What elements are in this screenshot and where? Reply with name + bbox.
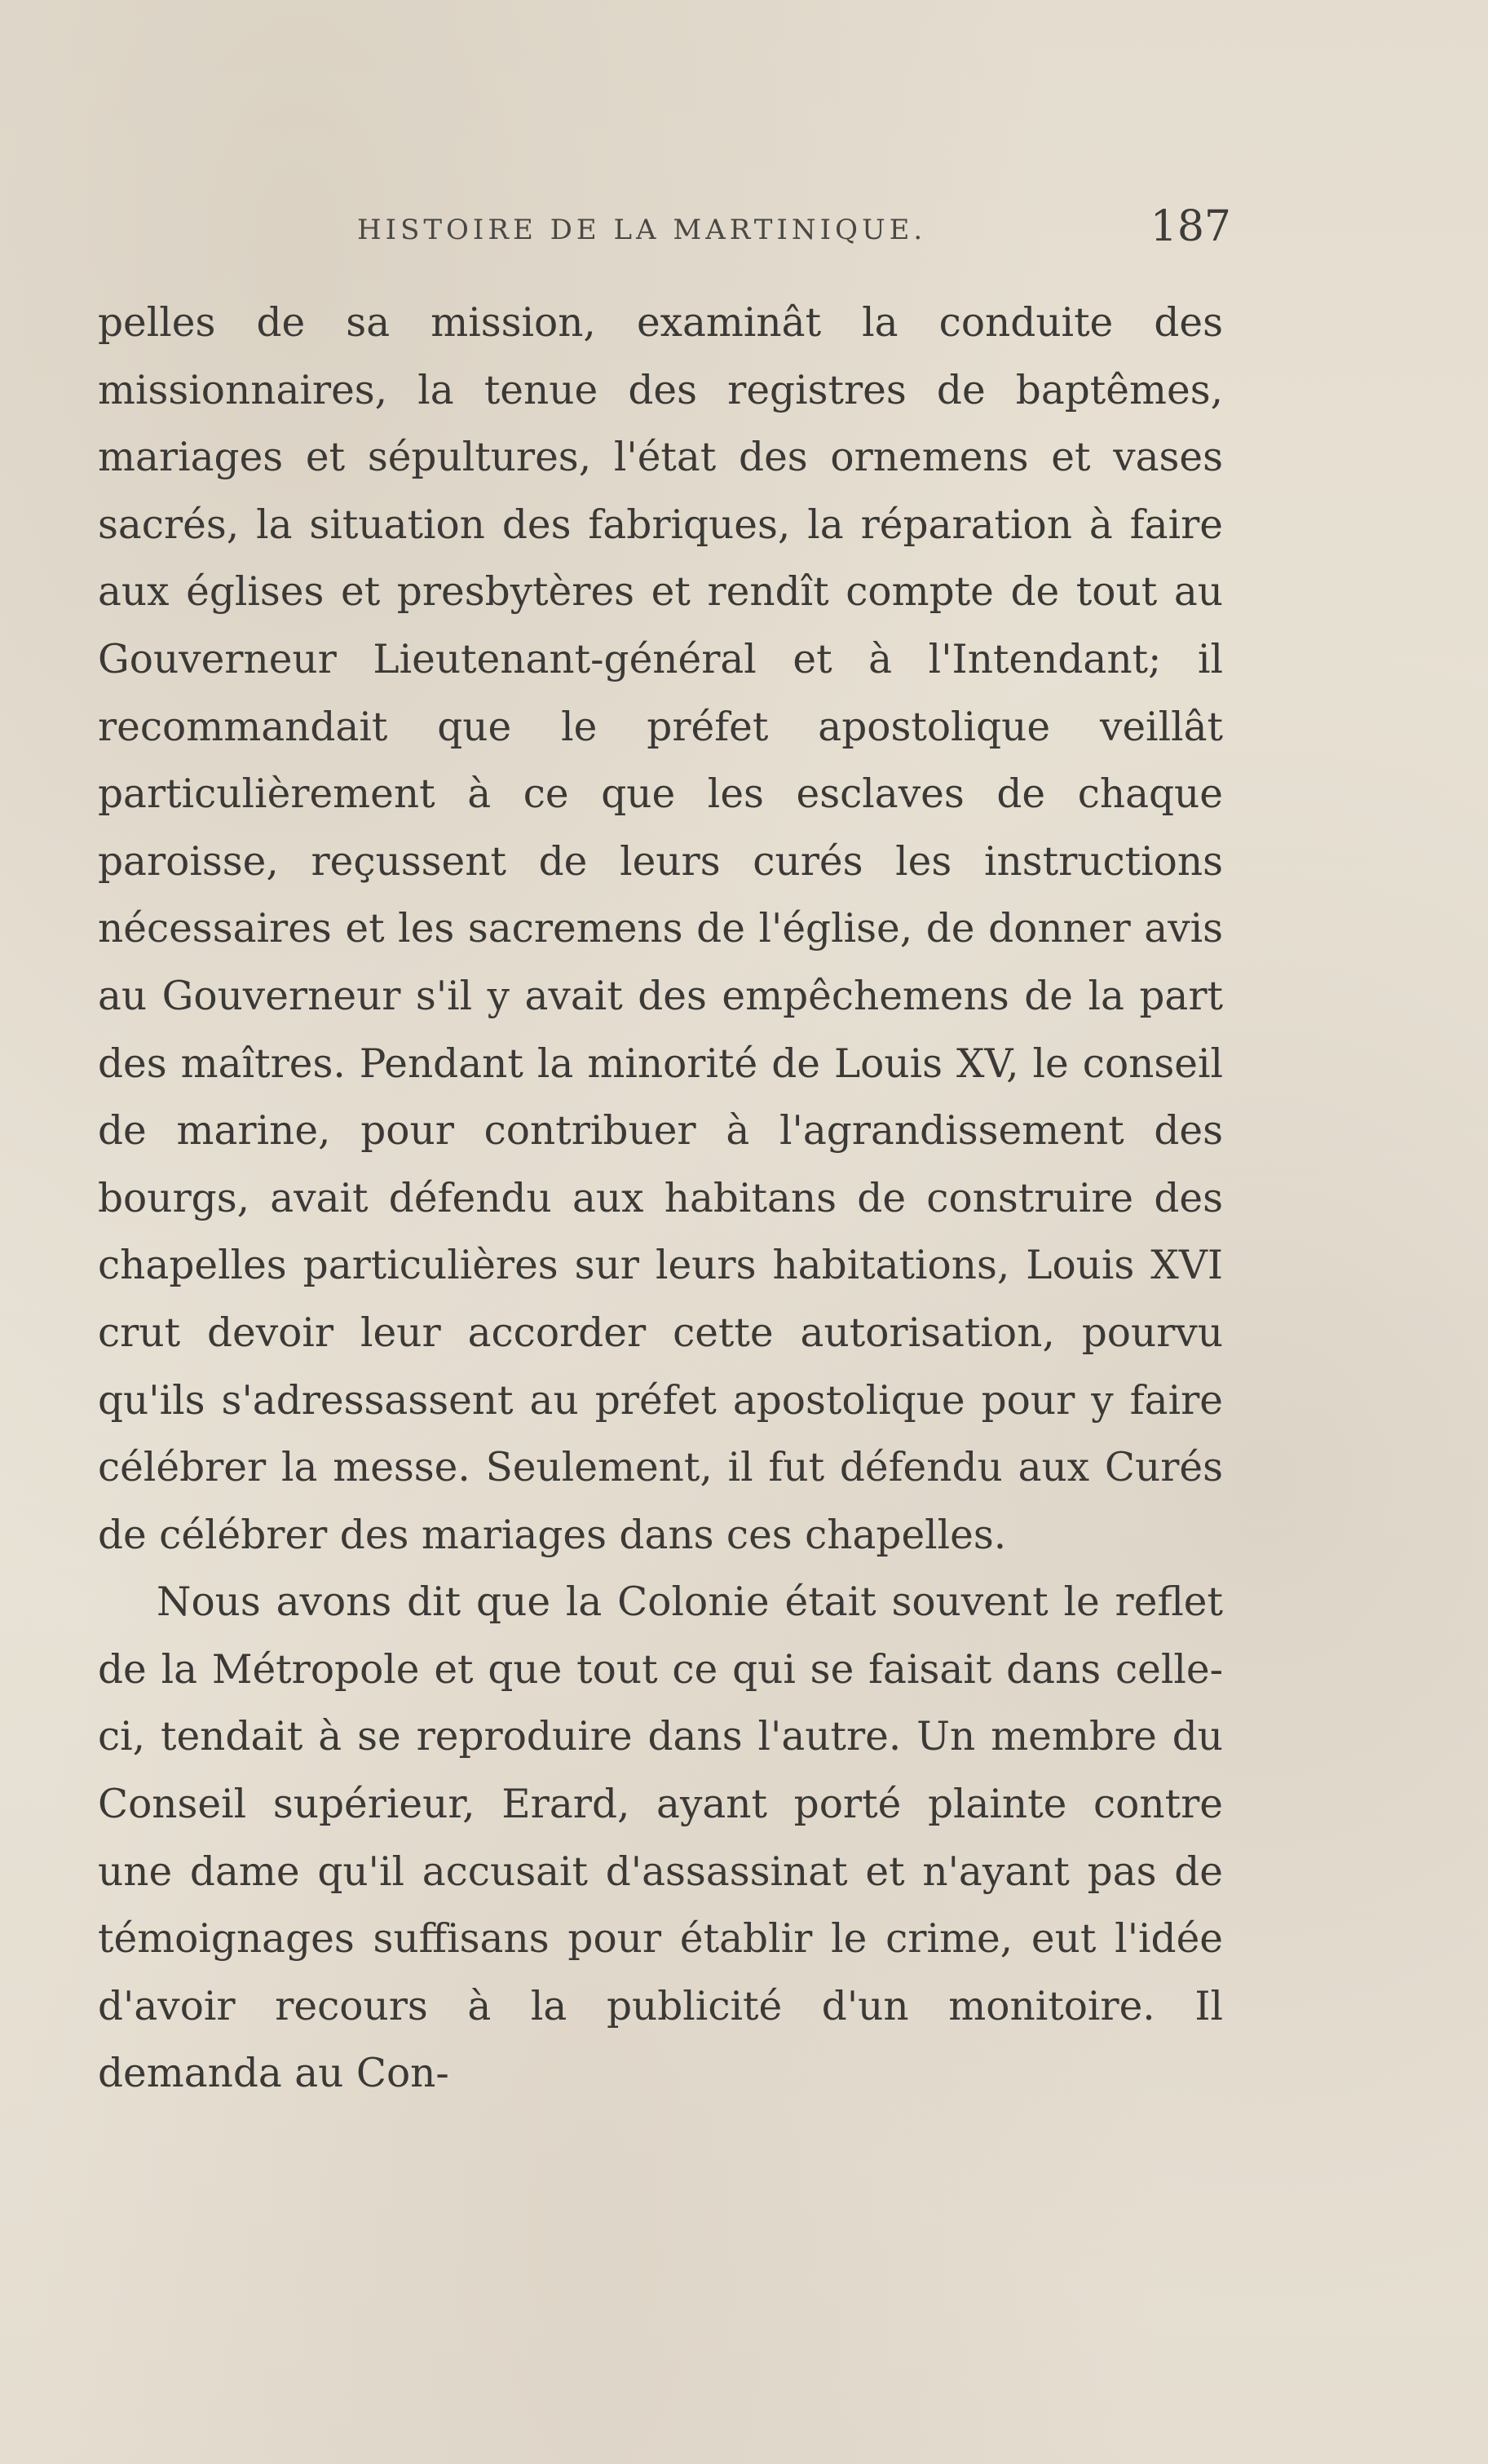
body-text	[98, 289, 1223, 2108]
paragraph: Nous avons dit que la Colonie était souvent le reflet de la Métropole et que tout ce qui se faisait dans celle-ci, tendait à se reproduire dans l'autre. Un membre du Conseil supérieur, Erard, ayant porté plainte contre une dame qu'il accusait d'assassinat et n'ayant pas de témoignages suffisans pour établir le crime, eut l'idée d'avoir recours à la publicité d'un monitoire. Il demanda au Con-	[98, 1579, 1223, 2097]
page-number: 187	[1150, 202, 1231, 251]
running-head: HISTOIRE DE LA MARTINIQUE.	[357, 214, 927, 246]
paragraph: pelles de sa mission, examinât la conduite des missionnaires, la tenue des registres de baptêmes, mariages et sépultures, l'état des ornemens et vases sacrés, la situation des fabriques, la réparation à faire aux églises et presbytères et rendît compte de tout au Gouverneur Lieutenant-général et à l'Intendant; il recommandait que le préfet apostolique veillât particulièrement à ce que les esclaves de chaque paroisse, reçussent de leurs curés les instructions nécessaires et les sacremens de l'église, de donner avis au Gouverneur s'il y avait des empêchemens de la part des maîtres. Pendant la minorité de Louis XV, le conseil de marine, pour contribuer à l'agrandissement des bourgs, avait défendu aux habitans de construire des chapelles particulières sur leurs habitations, Louis XVI crut devoir leur accorder cette autorisation, pourvu qu'ils s'adressassent au préfet apostolique pour y faire célébrer la messe. Seulement, il fut défendu aux Curés de célébrer des mariages dans ces chapelles.	[98, 300, 1223, 1558]
page-header	[351, 202, 1231, 259]
